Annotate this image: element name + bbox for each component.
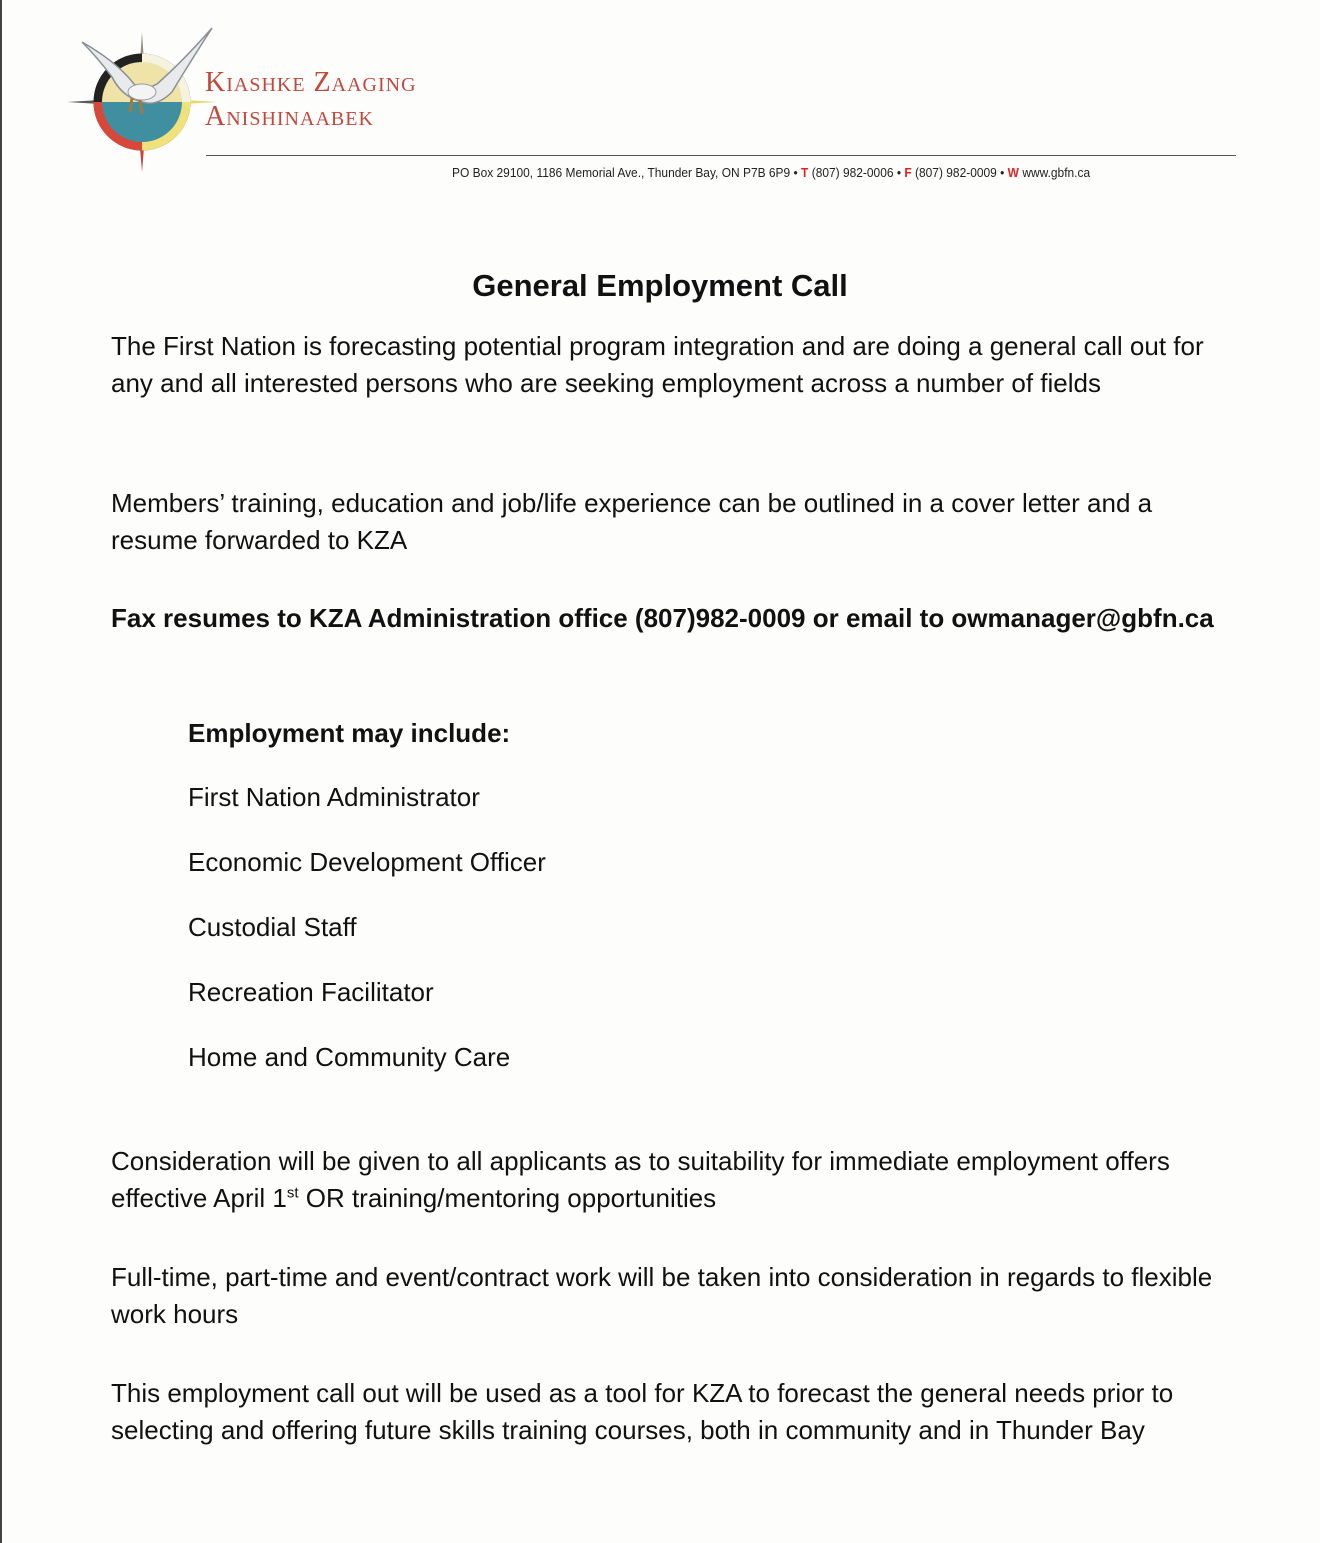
consideration-text-end: OR training/mentoring opportunities: [298, 1183, 717, 1213]
purpose-paragraph: This employment call out will be used as a tool for KZA to forecast the general needs prior to selecting and offering future skills training courses, both in community and in Thunder Bay: [111, 1378, 1174, 1445]
letterhead-rule: [206, 155, 1236, 156]
eagle-compass-logo-icon: [62, 22, 222, 177]
scan-edge: [0, 0, 2, 1543]
list-item: First Nation Administrator: [188, 782, 480, 812]
list-item: Custodial Staff: [188, 912, 357, 942]
list-item: Recreation Facilitator: [188, 977, 434, 1007]
separator: •: [1000, 165, 1005, 180]
list-item: Home and Community Care: [188, 1042, 511, 1072]
contact-line: [452, 165, 1090, 180]
document-title: General Employment Call: [472, 268, 848, 303]
organization-name: [205, 66, 417, 134]
work-types-paragraph: Full-time, part-time and event/contract work will be taken into consideration in regards to flexible work hours: [111, 1262, 1213, 1329]
list-item: Economic Development Officer: [188, 847, 546, 877]
fax-label: F: [904, 165, 912, 180]
separator: •: [896, 165, 902, 180]
consideration-paragraph: [111, 1143, 1221, 1217]
members-paragraph: Members’ training, education and job/life experience can be outlined in a cover letter and a resume forwarded to KZA: [111, 488, 1153, 555]
phone-number: (807) 982-0006: [811, 165, 894, 180]
fax-instructions: Fax resumes to KZA Administration office (807)982-0009 or email to owmanager@gbfn.ca: [111, 603, 1214, 633]
ordinal-suffix: st: [286, 1184, 299, 1202]
org-name-line-2: Anishinaabek: [205, 101, 374, 132]
website-link[interactable]: www.gbfn.ca: [1022, 165, 1091, 180]
phone-label: T: [801, 165, 809, 180]
web-label: W: [1007, 165, 1019, 180]
org-name-line-1: Kiashke Zaaging: [205, 67, 417, 98]
consideration-text: Consideration will be given to all applicants as to suitability for immediate employment offers effective April 1: [111, 1146, 1170, 1213]
intro-paragraph: The First Nation is forecasting potential program integration and are doing a general call out for any and all interested persons who are seeking employment across a number of fields: [111, 331, 1204, 398]
employment-list: [188, 713, 546, 1102]
fax-number: (807) 982-0009: [915, 165, 997, 180]
separator: •: [793, 165, 798, 180]
employment-heading: Employment may include:: [188, 718, 511, 748]
address: PO Box 29100, 1186 Memorial Ave., Thunder Bay, ON P7B 6P9: [452, 165, 791, 180]
